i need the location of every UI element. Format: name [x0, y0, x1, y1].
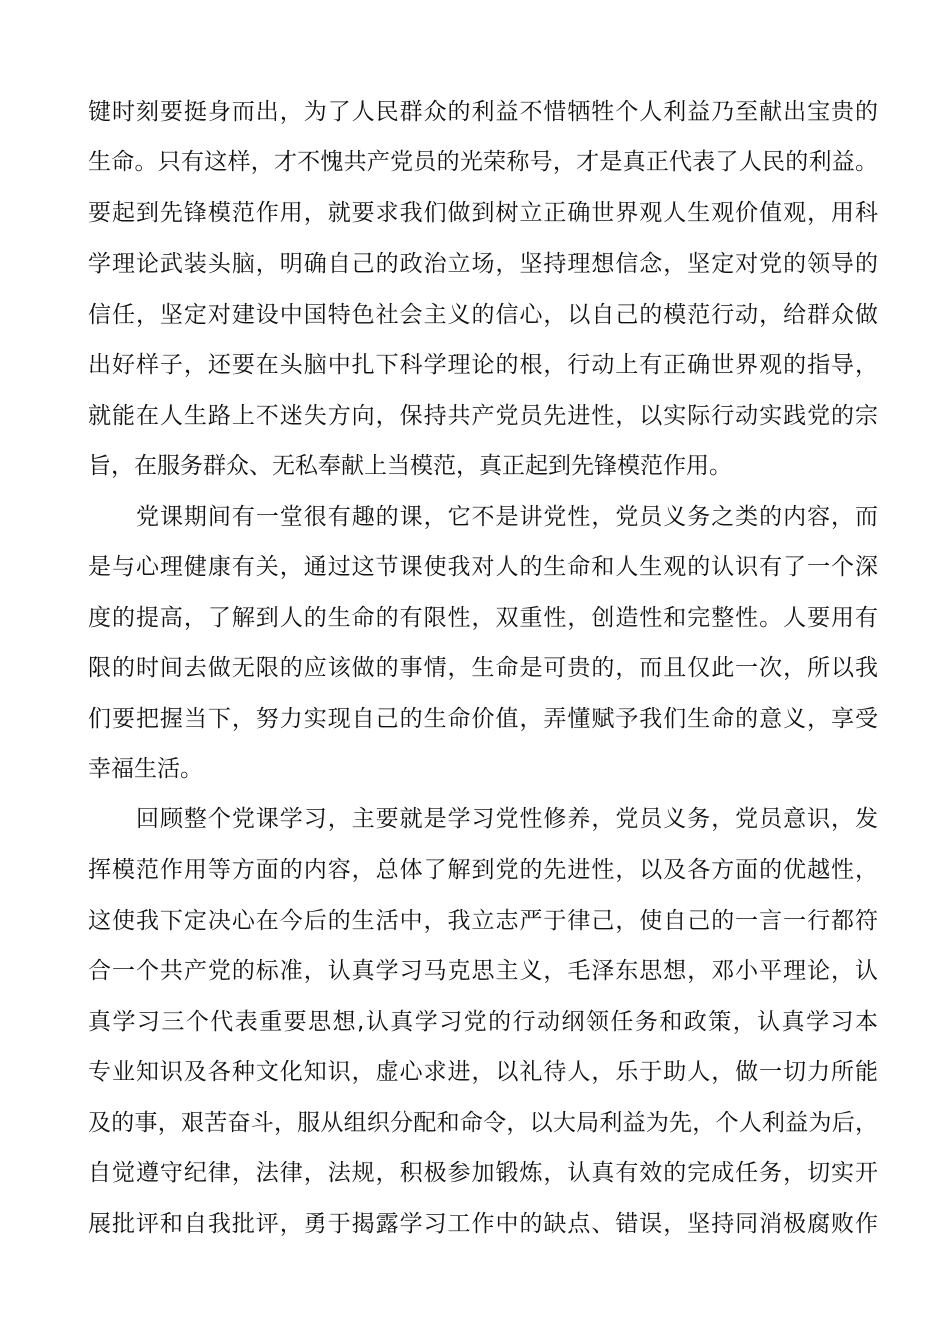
paragraph-2-line-2: 是与心理健康有关，通过这节课使我对人的生命和人生观的认识有了一个深 — [88, 554, 878, 580]
paragraph-2-line-1: 党课期间有一堂很有趣的课，它不是讲党性，党员义务之类的内容，而 — [136, 504, 878, 530]
paragraph-1-line-5: 信任，坚定对建设中国特色社会主义的信心，以自己的模范行动，给群众做 — [88, 302, 878, 328]
paragraph-2-line-6: 幸福生活。 — [88, 756, 203, 782]
paragraph-1-line-1: 键时刻要挺身而出，为了人民群众的利益不惜牺牲个人利益乃至献出宝贵的 — [88, 99, 878, 125]
paragraph-1-line-6: 出好样子，还要在头脑中扎下科学理论的根，行动上有正确世界观的指导， — [88, 352, 878, 378]
paragraph-1-line-3: 要起到先锋模范作用，就要求我们做到树立正确世界观人生观价值观，用科 — [88, 200, 878, 226]
paragraph-3-line-3: 这使我下定决心在今后的生活中，我立志严于律己，使自己的一言一行都符 — [88, 908, 878, 934]
paragraph-3-line-2: 挥模范作用等方面的内容，总体了解到党的先进性，以及各方面的优越性， — [88, 857, 878, 883]
paragraph-3-line-1: 回顾整个党课学习，主要就是学习党性修养，党员义务，党员意识，发 — [136, 806, 878, 832]
paragraph-3-line-6: 专业知识及各种文化知识，虚心求进，以礼待人，乐于助人，做一切力所能 — [88, 1059, 878, 1085]
paragraph-3-line-7: 及的事，艰苦奋斗，服从组织分配和命令，以大局利益为先，个人利益为后， — [88, 1110, 878, 1136]
paragraph-3-line-4: 合一个共产党的标准，认真学习马克思主义，毛泽东思想，邓小平理论，认 — [88, 958, 878, 984]
paragraph-2-line-3: 度的提高，了解到人的生命的有限性，双重性，创造性和完整性。人要用有 — [88, 605, 878, 631]
paragraph-1-line-7: 就能在人生路上不迷失方向，保持共产党员先进性，以实际行动实践党的宗 — [88, 403, 878, 429]
paragraph-2-line-4: 限的时间去做无限的应该做的事情，生命是可贵的，而且仅此一次，所以我 — [88, 655, 878, 681]
paragraph-3-line-5: 真学习三个代表重要思想,认真学习党的行动纲领任务和政策，认真学习本 — [88, 1009, 878, 1035]
paragraph-3-line-8: 自觉遵守纪律，法律，法规，积极参加锻炼，认真有效的完成任务，切实开 — [88, 1160, 878, 1186]
paragraph-1-line-2: 生命。只有这样，才不愧共产党员的光荣称号，才是真正代表了人民的利益。 — [88, 149, 878, 175]
paragraph-1-line-4: 学理论武装头脑，明确自己的政治立场，坚持理想信念，坚定对党的领导的 — [88, 251, 878, 277]
paragraph-3-line-9: 展批评和自我批评，勇于揭露学习工作中的缺点、错误，坚持同消极腐败作 — [88, 1211, 878, 1237]
paragraph-2-line-5: 们要把握当下，努力实现自己的生命价值，弄懂赋予我们生命的意义，享受 — [88, 706, 878, 732]
paragraph-1-line-8: 旨，在服务群众、无私奉献上当模范，真正起到先锋模范作用。 — [88, 453, 732, 479]
